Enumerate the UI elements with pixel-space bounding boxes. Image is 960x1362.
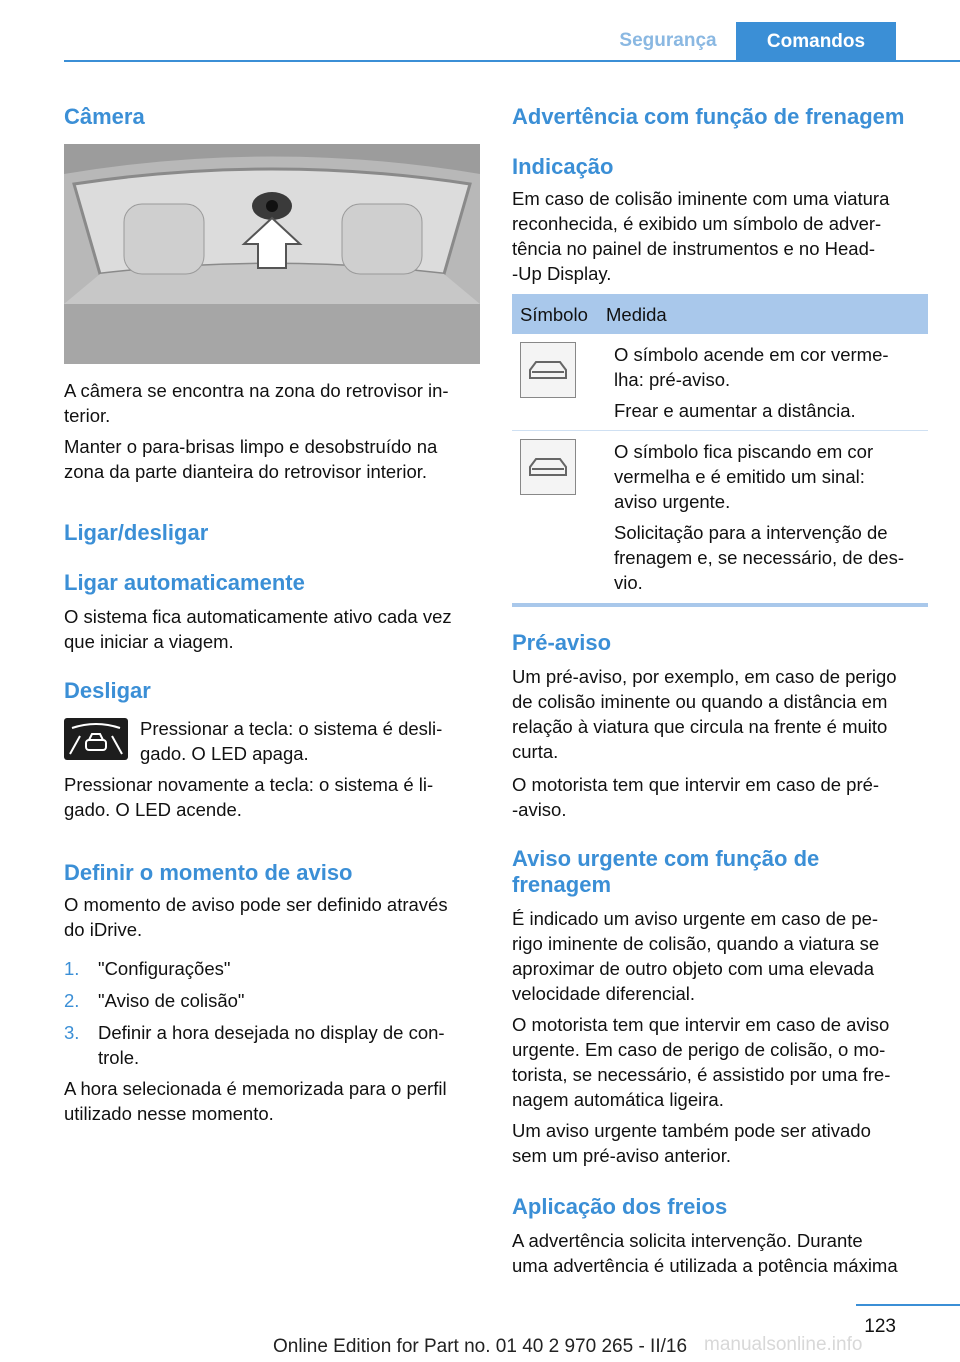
table-header: [512, 294, 928, 334]
text-line: curta.: [512, 741, 559, 762]
camera-paragraph-2: [64, 434, 480, 484]
text-line: lha: pré-aviso.: [614, 369, 731, 390]
text-line: tência no painel de instrumentos e no Head-: [512, 238, 876, 259]
footer-rule: [856, 1304, 960, 1306]
auto-on-heading: Ligar automaticamente: [64, 570, 305, 595]
symbol-table: [512, 294, 928, 607]
text-line: O momento de aviso pode ser definido através: [64, 894, 448, 915]
text-line: É indicado um aviso urgente em caso de pe-: [512, 908, 879, 929]
symbol-cell: [512, 342, 614, 430]
col-symbol-header: Símbolo: [520, 303, 588, 325]
table-row: [512, 431, 928, 603]
edition-footer: Online Edition for Part no. 01 40 2 970 265 - II/16: [272, 1336, 688, 1357]
text-line: Um pré-aviso, por exemplo, em caso de perigo: [512, 666, 897, 687]
text-line: uma advertência é utilizada a potência máxima: [512, 1255, 898, 1276]
list-number: 2.: [64, 990, 80, 1011]
measure-cell: [614, 439, 904, 603]
indication-paragraph: [512, 186, 928, 286]
text-line: que iniciar a viagem.: [64, 631, 234, 652]
text-line: vermelha e é emitido um sinal:: [614, 466, 865, 487]
text-line: utilizado nesse momento.: [64, 1103, 274, 1124]
text-line: gado. O LED acende.: [64, 799, 242, 820]
text-line: torista, se necessário, é assistido por uma fre-: [512, 1064, 891, 1085]
camera-paragraph-1: [64, 378, 480, 428]
text-line: A advertência solicita intervenção. Durante: [512, 1230, 863, 1251]
urgent-paragraph-2: [512, 1012, 928, 1112]
camera-heading: Câmera: [64, 104, 145, 129]
table-row: [512, 334, 928, 431]
urgent-warning-heading: [512, 846, 928, 898]
list-text: "Aviso de colisão": [98, 990, 245, 1011]
off-heading: Desligar: [64, 678, 151, 703]
pre-warning-heading: Pré-aviso: [512, 630, 612, 655]
text-line: frenagem e, se necessário, de des-: [614, 547, 904, 568]
indication-heading: Indicação: [512, 154, 614, 179]
text-line: -aviso.: [512, 799, 567, 820]
warning-heading: Advertência com função de frenagem: [512, 104, 905, 129]
car-interior-illustration: [64, 144, 480, 364]
symbol-cell: [512, 439, 614, 603]
list-text: trole.: [98, 1047, 140, 1068]
text-line: aviso urgente.: [614, 491, 731, 512]
text-line: Pressionar novamente a tecla: o sistema é li-: [64, 774, 434, 795]
car-warning-icon: [520, 342, 576, 398]
text-line: reconhecida, é exibido um símbolo de adver-: [512, 213, 882, 234]
heading-line: Aviso urgente com função de: [512, 846, 820, 871]
pre-warning-paragraph-1: [512, 664, 928, 764]
off-paragraph: [140, 716, 480, 766]
text-line: velocidade diferencial.: [512, 983, 696, 1004]
list-text: "Configurações": [98, 958, 231, 979]
urgent-paragraph-1: [512, 906, 928, 1006]
watermark: manualsonline.info: [704, 1334, 863, 1355]
urgent-paragraph-3: [512, 1118, 928, 1168]
final-paragraph: [64, 1076, 480, 1126]
text-line: A hora selecionada é memorizada para o perfil: [64, 1078, 447, 1099]
list-item: [64, 956, 480, 988]
list-number: 1.: [64, 958, 80, 979]
list-item: [64, 1020, 480, 1070]
text-line: urgente. Em caso de perigo de colisão, o mo-: [512, 1039, 886, 1060]
list-text: Definir a hora desejada no display de con-: [98, 1022, 445, 1043]
pre-warning-paragraph-2: [512, 772, 928, 822]
header-tab-active: Comandos: [736, 22, 896, 62]
text-line: O motorista tem que intervir em caso de aviso: [512, 1014, 890, 1035]
measure-cell: [614, 342, 889, 430]
brake-paragraph: [512, 1228, 928, 1278]
text-line: do iDrive.: [64, 919, 143, 940]
text-line: rigo iminente de colisão, quando a viatura se: [512, 933, 880, 954]
text-line: Frear e aumentar a distância.: [614, 400, 856, 421]
text-line: sem um pré-aviso anterior.: [512, 1145, 732, 1166]
text-line: de colisão iminente ou quando a distância em: [512, 691, 888, 712]
header-rule: [64, 60, 960, 62]
text-line: O sistema fica automaticamente ativo cada vez: [64, 606, 452, 627]
text-line: O símbolo fica piscando em cor: [614, 441, 874, 462]
list-number: 3.: [64, 1022, 80, 1043]
steps-list: [64, 956, 480, 1070]
text-line: Solicitação para a intervenção de: [614, 522, 888, 543]
auto-on-paragraph: [64, 604, 480, 654]
text-line: Pressionar a tecla: o sistema é desli-: [140, 718, 443, 739]
text-line: O motorista tem que intervir em caso de pré-: [512, 774, 880, 795]
off-paragraph-2: [64, 772, 480, 822]
warn-time-heading: Definir o momento de aviso: [64, 860, 353, 885]
collision-button-icon: [64, 718, 128, 760]
header-tab-section: Segurança: [619, 30, 717, 51]
table-bottom-rule: [512, 603, 928, 607]
list-item: [64, 988, 480, 1020]
text-line: -Up Display.: [512, 263, 612, 284]
text-line: zona da parte dianteira do retrovisor interior.: [64, 461, 428, 482]
text-line: vio.: [614, 572, 643, 593]
text-line: Um aviso urgente também pode ser ativado: [512, 1120, 871, 1141]
onoff-heading: Ligar/desligar: [64, 520, 209, 545]
text-line: Manter o para-brisas limpo e desobstruído na: [64, 436, 438, 457]
text-line: A câmera se encontra na zona do retrovisor in-: [64, 380, 449, 401]
text-line: terior.: [64, 405, 111, 426]
text-line: Em caso de colisão iminente com uma viatura: [512, 188, 890, 209]
car-warning-icon: [520, 439, 576, 495]
text-line: aproximar de outro objeto com uma elevada: [512, 958, 874, 979]
col-measure-header: Medida: [606, 303, 667, 325]
brake-heading: Aplicação dos freios: [512, 1194, 728, 1219]
text-line: O símbolo acende em cor verme-: [614, 344, 889, 365]
text-line: gado. O LED apaga.: [140, 743, 309, 764]
warn-time-paragraph: [64, 892, 480, 942]
text-line: relação à viatura que circula na frente é muito: [512, 716, 888, 737]
heading-line: frenagem: [512, 872, 612, 897]
page-number: 123: [864, 1316, 896, 1337]
camera-photo: [64, 144, 480, 364]
text-line: nagem automática ligeira.: [512, 1089, 724, 1110]
